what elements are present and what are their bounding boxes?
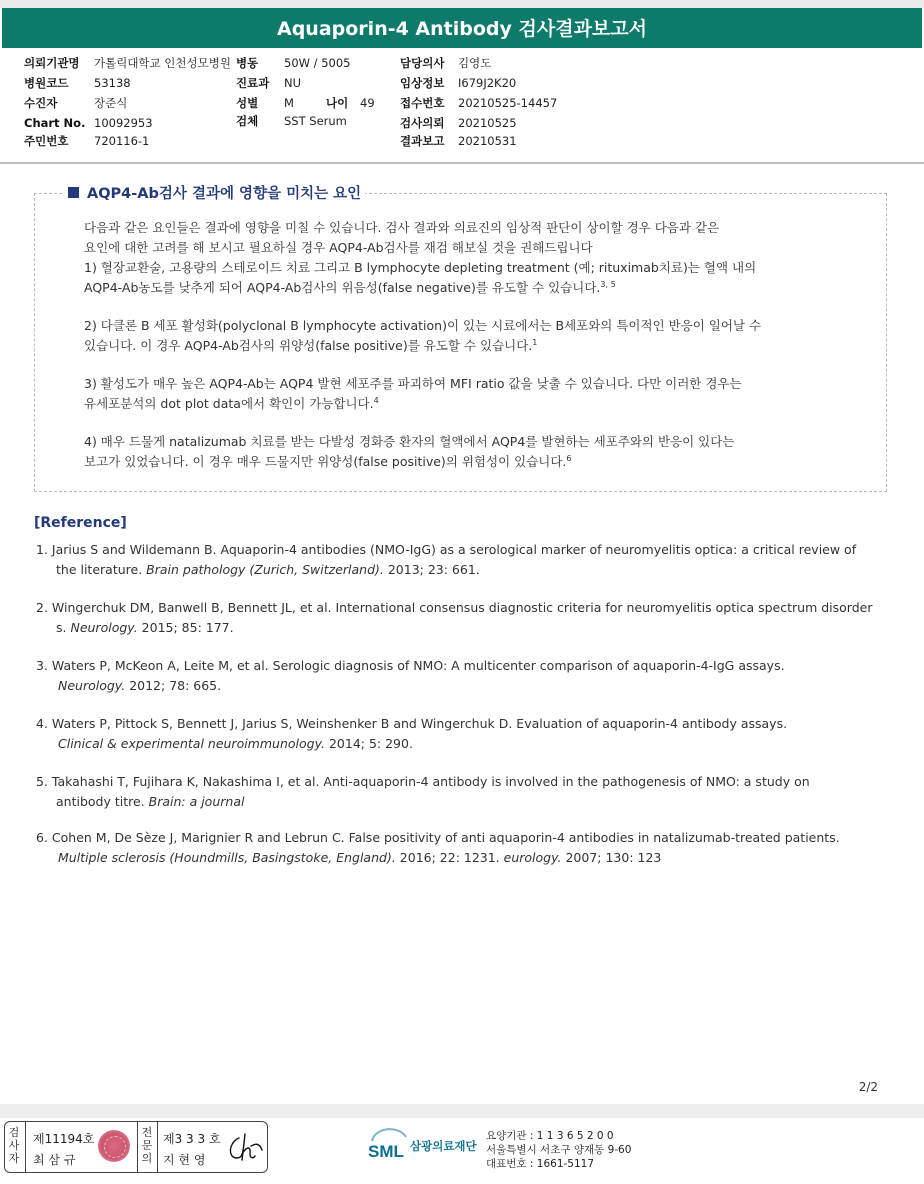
- info-value: NU: [284, 76, 302, 90]
- citation-superscript: 3, 5: [600, 280, 616, 289]
- divider: [157, 1122, 158, 1172]
- info-label: 담당의사: [400, 56, 445, 70]
- info-value: 20210525-14457: [458, 96, 558, 110]
- factor-1-text: AQP4-Ab농도를 낮추게 되어 AQP4-Ab검사의 위음성(false negative)를 유도할 수 있습니다.: [84, 280, 601, 295]
- reference-text: 2016; 22: 1231.: [395, 850, 504, 865]
- info-value: 20210531: [458, 134, 517, 148]
- reference-item: [36, 540, 856, 580]
- reference-line: 2. Wingerchuk DM, Banwell B, Bennett JL, et al. International consensus diagnostic criteria for neuromyelitis optica spectrum disorder: [36, 600, 873, 615]
- reference-journal: Brain: a journal: [148, 794, 245, 809]
- info-label-age: 나이: [326, 96, 349, 110]
- factor-4-line: [84, 452, 874, 472]
- reference-text: the literature.: [56, 562, 147, 577]
- info-value: 720116-1: [94, 134, 150, 148]
- info-label: 검체: [236, 114, 259, 128]
- specialist-name: 지 현 영: [163, 1153, 206, 1167]
- reference-line: [36, 560, 856, 580]
- reference-text: 2013; 23: 661.: [383, 562, 480, 577]
- reference-journal: eurology.: [503, 850, 562, 865]
- info-label: 진료과: [236, 76, 270, 90]
- info-value: M: [284, 96, 294, 110]
- factor-3-text: 유세포분석의 dot plot data에서 확인이 가능합니다.: [84, 396, 374, 411]
- page-number: 2/2: [858, 1080, 878, 1094]
- info-value: 50W / 5005: [284, 56, 351, 70]
- info-value: SST Serum: [284, 114, 347, 128]
- reference-line: [36, 792, 810, 812]
- divider: [25, 1122, 26, 1172]
- reference-text: 2014; 5: 290.: [325, 736, 413, 751]
- footer-band: [0, 1104, 924, 1118]
- specialist-label: 전 문 의: [141, 1126, 153, 1165]
- info-value: 김영도: [458, 56, 492, 70]
- reference-journal: Clinical & experimental neuroimmunology.: [58, 736, 325, 751]
- factors-intro-line: 요인에 대한 고려를 해 보시고 필요하실 경우 AQP4-Ab검사를 재검 해보실 것을 권해드립니다: [84, 240, 593, 255]
- reference-line: 1. Jarius S and Wildemann B. Aquaporin-4 antibodies (NMO-IgG) as a serological marker of neuromyelitis optica: a critical review of: [36, 542, 857, 557]
- info-label: 수진자: [24, 96, 58, 110]
- square-bullet-icon: [68, 187, 79, 198]
- citation-superscript: 1: [532, 338, 538, 347]
- sml-logo-icon: [366, 1127, 410, 1169]
- logo-text: SML: [368, 1142, 404, 1161]
- factor-2-text: 있습니다. 이 경우 AQP4-Ab검사의 위양성(false positive)를 유도할 수 있습니다.: [84, 338, 533, 353]
- reference-line: 4. Waters P, Pittock S, Bennett J, Jarius S, Weinshenker B and Wingerchuk D. Evaluation of aquaporin-4 antibody assays.: [36, 716, 788, 731]
- info-label: 병원코드: [24, 76, 69, 90]
- reference-journal: Neurology.: [58, 678, 126, 693]
- factors-text: [84, 218, 874, 472]
- seal-stamp-icon: [98, 1130, 130, 1162]
- reference-text: s.: [56, 620, 71, 635]
- factors-intro-line: 다음과 같은 요인들은 결과에 영향을 미칠 수 있습니다. 검사 결과와 의료진의 임상적 판단이 상이할 경우 다음과 같은: [84, 220, 720, 235]
- info-label: 병동: [236, 56, 259, 70]
- reference-text: 2012; 78: 665.: [125, 678, 222, 693]
- specialist-license-no: 제3 3 3 호: [163, 1132, 221, 1146]
- reference-line: [36, 848, 840, 868]
- factor-3-line: [84, 394, 874, 414]
- info-value: 53138: [94, 76, 131, 90]
- info-label: 임상정보: [400, 76, 445, 90]
- info-label: 의뢰기관명: [24, 56, 80, 70]
- info-label: 검사의뢰: [400, 116, 445, 130]
- factor-3-line: 3) 활성도가 매우 높은 AQP4-Ab는 AQP4 발현 세포주를 파괴하여 MFI ratio 값을 낮출 수 있습니다. 다만 이러한 경우는: [84, 376, 742, 391]
- inspector-license-no: 제11194호: [33, 1132, 95, 1146]
- info-value: 20210525: [458, 116, 517, 130]
- reference-journal: Neurology.: [70, 620, 138, 635]
- info-label: 결과보고: [400, 134, 445, 148]
- reference-item: [36, 828, 840, 868]
- citation-superscript: 6: [566, 454, 572, 463]
- info-label: Chart No.: [24, 116, 86, 130]
- factor-4-text: 보고가 있었습니다. 이 경우 매우 드물지만 위양성(false positive)의 위험성이 있습니다.: [84, 454, 567, 469]
- org-name: 삼광의료재단: [410, 1139, 477, 1153]
- reference-line: 3. Waters P, McKeon A, Leite M, et al. Serologic diagnosis of NMO: A multicenter comparison of aquaporin-4-IgG assays.: [36, 658, 785, 673]
- citation-superscript: 4: [373, 396, 379, 405]
- reference-line: [36, 676, 785, 696]
- reference-title: [Reference]: [34, 515, 127, 531]
- inspector-label: 검 사 자: [8, 1126, 20, 1165]
- reference-text: 2007; 130: 123: [561, 850, 662, 865]
- reference-item: [36, 714, 787, 754]
- reference-text: antibody titre.: [56, 794, 149, 809]
- factors-heading-text: AQP4-Ab검사 결과에 영향을 미치는 요인: [87, 186, 362, 202]
- handwritten-signature-icon: [225, 1128, 265, 1166]
- info-value: 10092953: [94, 116, 153, 130]
- info-divider: [0, 162, 924, 164]
- reference-item: [36, 598, 872, 638]
- info-label: 주민번호: [24, 134, 69, 148]
- report-title: Aquaporin-4 Antibody 검사결과보고서: [2, 8, 922, 48]
- divider: [137, 1122, 138, 1172]
- reference-line: 5. Takahashi T, Fujihara K, Nakashima I, et al. Anti-aquaporin-4 antibody is involved in the pathogenesis of NMO: a study on: [36, 774, 810, 789]
- info-label: 접수번호: [400, 96, 445, 110]
- top-strip: [0, 0, 924, 8]
- org-phone: 대표번호 : 1661-5117: [486, 1158, 595, 1170]
- factor-1-line: 1) 혈장교환술, 고용량의 스테로이드 치료 그리고 B lymphocyte depleting treatment (예; rituximab치료)는 혈액 내의: [84, 260, 757, 275]
- inspector-name: 최 삼 규: [33, 1153, 76, 1167]
- info-label: 성별: [236, 96, 259, 110]
- org-code: 요양기관 : 1 1 3 6 5 2 0 0: [486, 1130, 614, 1142]
- info-value: 장준식: [94, 96, 128, 110]
- reference-line: [36, 734, 787, 754]
- info-value: 가톨릭대학교 인천성모병원: [94, 56, 231, 70]
- reference-text: 2015; 85: 177.: [137, 620, 234, 635]
- factor-4-line: 4) 매우 드물게 natalizumab 치료를 받는 다발성 경화증 환자의 혈액에서 AQP4를 발현하는 세포주와의 반응이 있다는: [84, 434, 735, 449]
- factor-2-line: 2) 다클론 B 세포 활성화(polyclonal B lymphocyte activation)이 있는 시료에서는 B세포와의 특이적인 반응이 일어날 수: [84, 318, 762, 333]
- reference-line: [36, 618, 872, 638]
- factor-2-line: [84, 336, 874, 356]
- reference-item: [36, 772, 810, 812]
- reference-journal: Multiple sclerosis (Houndmills, Basingstoke, England).: [58, 850, 396, 865]
- info-value-age: 49: [360, 96, 375, 110]
- org-info: [486, 1129, 631, 1171]
- org-address: 서울특별시 서초구 양재동 9-60: [486, 1144, 632, 1156]
- reference-line: 6. Cohen M, De Sèze J, Marignier R and Lebrun C. False positivity of anti aquaporin-4 antibodies in natalizumab-treated patients.: [36, 830, 840, 845]
- reference-journal: Brain pathology (Zurich, Switzerland).: [146, 562, 384, 577]
- factors-heading: [64, 182, 365, 203]
- reference-item: [36, 656, 785, 696]
- factor-1-line: [84, 278, 874, 298]
- signature-box: [4, 1121, 268, 1173]
- info-value: I679J2K20: [458, 76, 517, 90]
